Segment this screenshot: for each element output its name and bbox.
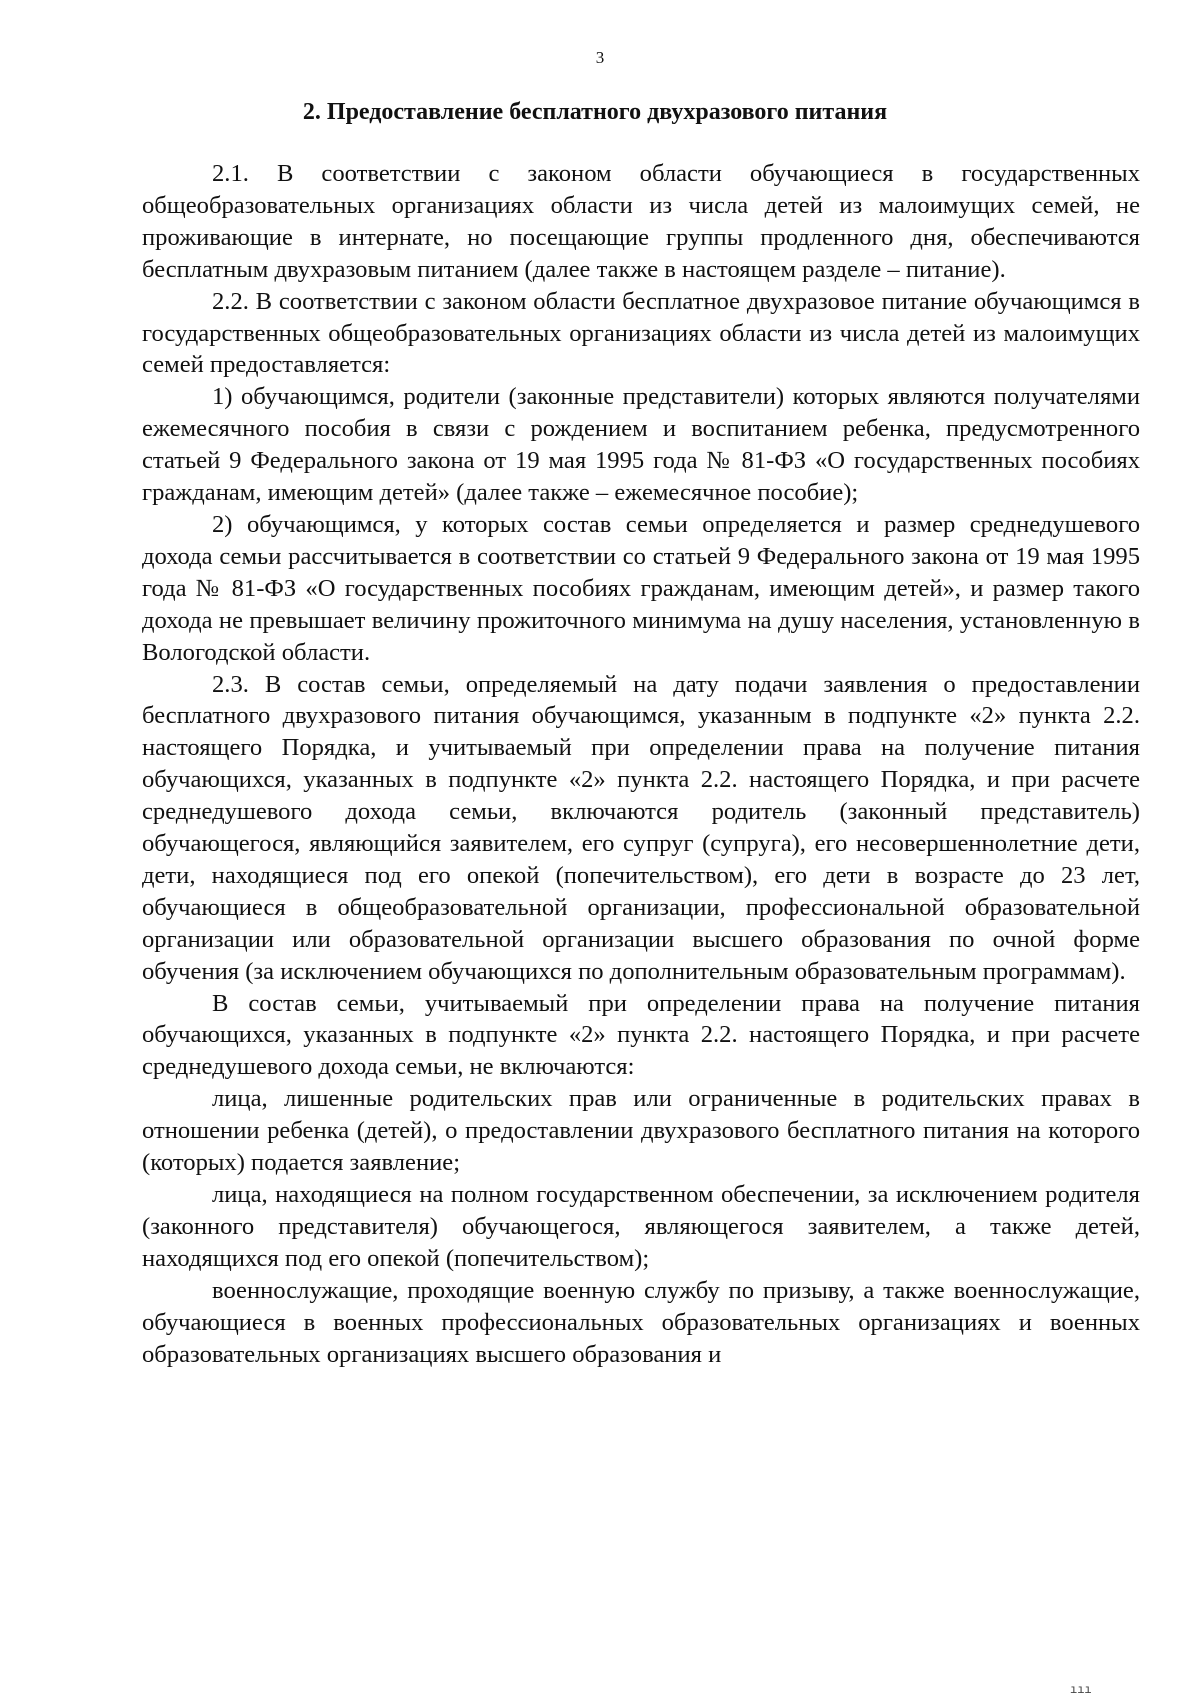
paragraph-2-1: 2.1. В соответствии с законом области обучающиеся в государственных общеобразовательных организациях области из числа детей из малоимущих семей, не проживающие в интернате, но посещающие группы продленного дня, обеспечиваются бесплатным двухразовым питанием (далее также в настоящем разделе – питание). <box>142 160 1140 283</box>
paragraph-2-2: 2.2. В соответствии с законом области бесплатное двухразовое питание обучающимся в государственных общеобразовательных организациях области из числа детей из малоимущих семей предоставляется: <box>142 287 1140 379</box>
footer-scan-mark: ııı <box>1070 1683 1092 1697</box>
paragraph-exclusion-2: лица, находящиеся на полном государственном обеспечении, за исключением родителя (законного представителя) обучающегося, являющегося заявителем, а также детей, находящихся под его опекой (попечительством); <box>142 1181 1140 1272</box>
page-number: 3 <box>595 48 605 67</box>
paragraph-exclusions-intro: В состав семьи, учитываемый при определении права на получение питания обучающихся, указанных в подпункте «2» пункта 2.2. настоящего Порядка, и при расчете среднедушевого дохода семьи, не включаются: <box>142 989 1140 1081</box>
section-heading: 2. Предоставление бесплатного двухразового питания <box>302 99 888 125</box>
paragraph-exclusion-3: военнослужащие, проходящие военную службу по призыву, а также военнослужащие, обучающиеся в военных профессиональных образовательных организациях и военных образовательных организациях высшего образования и <box>142 1276 1140 1368</box>
paragraph-2-2-item-1: 1) обучающимся, родители (законные представители) которых являются получателями ежемесячного пособия в связи с рождением и воспитанием ребенка, предусмотренного статьей 9 Федерального закона от 19 мая 1995 года № 81-ФЗ «О государственных пособиях гражданам, имеющим детей» (далее также – ежемесячное пособие); <box>142 383 1140 507</box>
paragraph-2-3: 2.3. В состав семьи, определяемый на дату подачи заявления о предоставлении бесплатного двухразового питания обучающимся, указанным в подпункте «2» пункта 2.2. настоящего Порядка, и учитываемый при определении права на получение питания обучающихся, указанных в подпункте «2» пункта 2.2. настоящего Порядка, и при расчете среднедушевого дохода семьи, включаются родитель (законный представитель) обучающегося, являющийся заявителем, его супруг (супруга), его несовершеннолетние дети, дети, находящиеся под его опекой (попечительством), его дети в возрасте до 23 лет, обучающиеся в общеобразовательной организации, профессиональной образовательной организации или образовательной организации высшего образования по очной форме обучения (за исключением обучающихся по дополнительным образовательным программам). <box>142 670 1140 985</box>
paragraph-exclusion-1: лица, лишенные родительских прав или ограниченные в родительских правах в отношении ребенка (детей), о предоставлении двухразового бесплатного питания на которого (которых) подается заявление; <box>142 1085 1140 1177</box>
paragraph-2-2-item-2: 2) обучающимся, у которых состав семьи определяется и размер среднедушевого дохода семьи рассчитывается в соответствии со статьей 9 Федерального закона от 19 мая 1995 года № 81-ФЗ «О государственных пособиях гражданам, имеющим детей», и размер такого дохода не превышает величину прожиточного минимума на душу населения, установленную в Вологодской области. <box>142 510 1140 666</box>
body-text <box>142 158 1140 1370</box>
